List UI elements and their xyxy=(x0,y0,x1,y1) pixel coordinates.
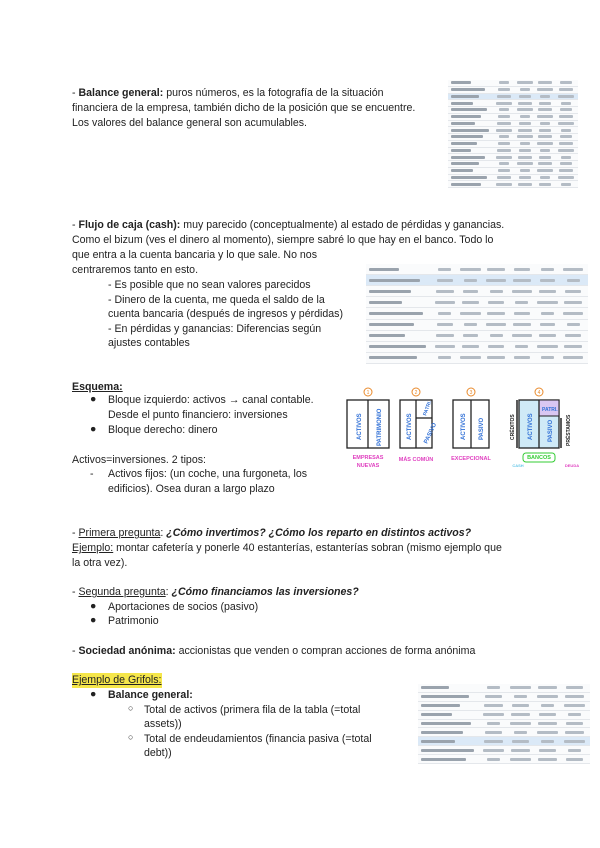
svg-text:ACTIVOS: ACTIVOS xyxy=(461,413,467,440)
circle-bullet-icon: ○ xyxy=(128,703,134,713)
p2-item-2: Patrimonio xyxy=(108,615,159,627)
svg-text:EXCEPCIONAL: EXCEPCIONAL xyxy=(451,456,491,462)
circle-bullet-icon: ○ xyxy=(128,732,134,742)
esquema-item-1b: Desde el punto financiero: inversiones xyxy=(108,409,288,421)
svg-text:PATRIMONIO: PATRIMONIO xyxy=(377,408,383,446)
segunda-pregunta: - Segunda pregunta: ¿Cómo financiamos las inversiones? xyxy=(72,586,359,598)
bullet-icon: ● xyxy=(90,423,97,435)
grifols-sub-2b: debt)) xyxy=(144,747,172,759)
activos-line: Activos=inversiones. 2 tipos: xyxy=(72,454,206,466)
bullet-icon: ● xyxy=(90,688,97,700)
num-2: 2 xyxy=(414,390,418,396)
num-1: 1 xyxy=(366,390,370,396)
balance-label: Balance general: xyxy=(78,87,164,99)
flujo-item-1: - Es posible que no sean valores parecidos xyxy=(108,279,311,291)
flujo-label: Flujo de caja (cash): xyxy=(78,219,181,231)
flujo-item-2b: cuenta bancaria (después de ingresos y pérdidas) xyxy=(108,308,343,320)
balance-scheme-diagram xyxy=(340,386,596,478)
svg-text:ACTIVOS: ACTIVOS xyxy=(357,413,363,440)
flujo-line-3: que entra a la cuenta bancaria y lo que sale. No nos xyxy=(72,249,317,261)
svg-text:EMPRESAS: EMPRESAS xyxy=(352,455,384,461)
svg-text:PATRI.: PATRI. xyxy=(542,407,558,413)
flujo-item-2: - Dinero de la cuenta, me queda el saldo de la xyxy=(108,294,325,306)
grifols-sub-2: Total de endeudamientos (financia pasiva (=total xyxy=(144,733,372,745)
esquema-item-1: Bloque izquierdo: activos → canal contable. xyxy=(108,394,314,406)
flujo-item-3: - En pérdidas y ganancias: Diferencias según xyxy=(108,323,322,335)
svg-text:PATRI.: PATRI. xyxy=(422,399,434,417)
svg-text:ACTIVOS: ACTIVOS xyxy=(528,413,534,440)
num-4: 4 xyxy=(537,390,541,396)
svg-text:PRÉSTAMOS: PRÉSTAMOS xyxy=(566,414,572,446)
bullet-icon: ● xyxy=(90,600,97,612)
sociedad-paragraph: - Sociedad anónima: accionistas que venden o compran acciones de forma anónima xyxy=(72,645,476,657)
svg-text:PASIVO: PASIVO xyxy=(548,419,554,442)
svg-text:CRÉDITOS: CRÉDITOS xyxy=(510,414,516,440)
cashflow-table-image xyxy=(366,264,588,364)
activos-sub-a: Activos fijos: (un coche, una furgoneta, los xyxy=(108,468,308,480)
esquema-item-2: Bloque derecho: dinero xyxy=(108,424,218,436)
primera-pregunta: - Primera pregunta: ¿Cómo invertimos? ¿Cómo los reparto en distintos activos? xyxy=(72,527,472,539)
grifols-sub-1: Total de activos (primera fila de la tabla (=total xyxy=(144,704,361,716)
svg-text:PASIVO: PASIVO xyxy=(479,417,485,440)
grifols-sub-1b: assets)) xyxy=(144,718,182,730)
p2-item-1: Aportaciones de socios (pasivo) xyxy=(108,601,259,613)
svg-text:BANCOS: BANCOS xyxy=(527,455,551,461)
grifols-table-image xyxy=(418,684,590,764)
bullet-icon: ● xyxy=(90,393,97,405)
balance-paragraph: - Balance general: puros números, es la fotografía de la situación financiera de la empresa, también dicho de la posición que se encuentre. Los valores del balance general son acumulables. xyxy=(72,87,416,129)
bullet-icon: ● xyxy=(90,614,97,626)
flujo-paragraph: - Flujo de caja (cash): muy parecido (conceptualmente) al estado de pérdidas y ganancias. Como el bizum (ves el dinero al momento), siempre sabré lo que hay en el banco. Todo lo xyxy=(72,219,505,246)
grifols-title: Ejemplo de Grifols: xyxy=(72,674,162,686)
balance-table-image xyxy=(448,80,578,188)
flujo-item-3b: ajustes contables xyxy=(108,337,190,349)
num-3: 3 xyxy=(469,390,473,396)
flujo-line-4: centraremos tanto en esto. xyxy=(72,264,199,276)
ejemplo-paragraph: Ejemplo: montar cafetería y ponerle 40 estanterías, estanterías sobran (mismo ejemplo que la otra vez). xyxy=(72,542,502,569)
dash-marker: - xyxy=(90,468,94,480)
svg-text:CASH: CASH xyxy=(512,463,524,468)
activos-sub-b: edificios). Osea duran a largo plazo xyxy=(108,483,275,495)
esquema-title: Esquema: xyxy=(72,381,123,393)
svg-text:DEUDA: DEUDA xyxy=(564,463,580,468)
svg-text:ACTIVOS: ACTIVOS xyxy=(407,413,413,440)
svg-text:NUEVAS: NUEVAS xyxy=(356,463,380,469)
svg-text:PASIVO: PASIVO xyxy=(423,422,439,445)
svg-text:MÁS COMÚN: MÁS COMÚN xyxy=(398,457,434,463)
grifols-bg-label: Balance general: xyxy=(108,689,193,701)
